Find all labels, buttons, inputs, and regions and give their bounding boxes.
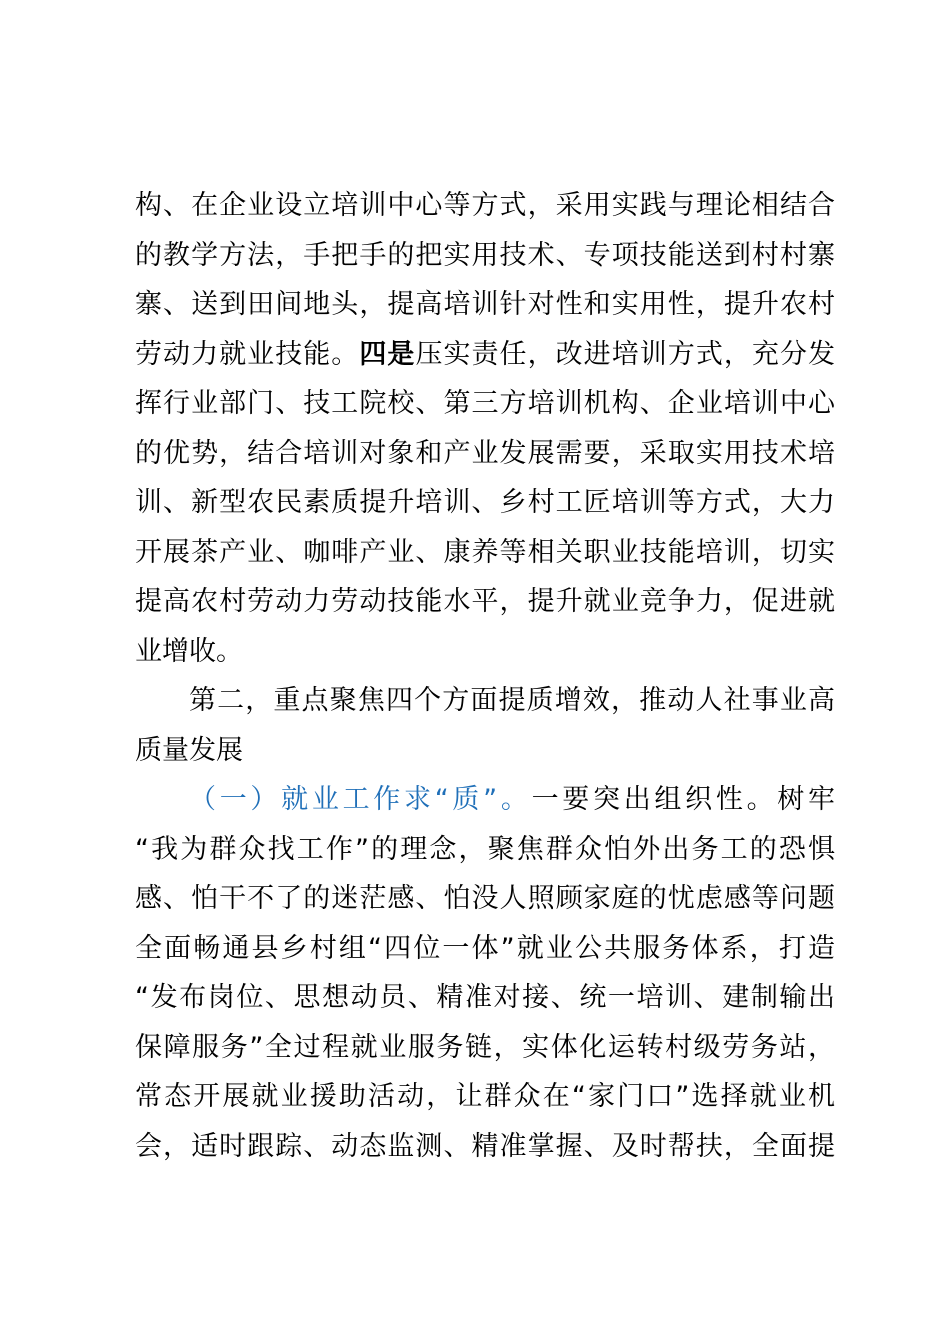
text-line: 会，适时跟踪、动态监测、精准掌握、及时帮扶，全面提 — [135, 1130, 835, 1162]
text-line — [135, 330, 835, 380]
body-text — [135, 181, 835, 1171]
text-line: 业增收。 — [135, 635, 243, 667]
text-segment: 压实责任，改进培训方式，充分发 — [415, 338, 835, 370]
text-segment: 一要突出组织性。树牢 — [531, 784, 835, 815]
section-two-title: 第二，重点聚焦四个方面提质增效，推动人社事业高 — [189, 685, 835, 716]
text-line: 提高农村劳动力劳动技能水平，提升就业竞争力，促进就 — [135, 586, 835, 617]
text-line: 开展茶产业、咖啡产业、康养等相关职业技能培训，切实 — [135, 536, 835, 568]
text-line: 寨、送到田间地头，提高培训针对性和实用性，提升农村 — [135, 289, 835, 320]
text-line: 保障服务”全过程就业服务链，实体化运转村级劳务站， — [135, 1031, 835, 1063]
text-line: 构、在企业设立培训中心等方式，采用实践与理论相结合 — [135, 190, 835, 221]
text-line: “发布岗位、思想动员、精准对接、统一培训、建制输出 — [135, 982, 835, 1013]
text-line: 常态开展就业援助活动，让群众在“家门口”选择就业机 — [135, 1081, 835, 1112]
text-line: 全面畅通县乡村组“四位一体”就业公共服务体系，打造 — [135, 932, 835, 964]
text-line: “我为群众找工作”的理念，聚焦群众怕外出务工的恐惧 — [135, 833, 835, 865]
text-line: 挥行业部门、技工院校、第三方培训机构、企业培训中心 — [135, 388, 835, 419]
text-line: 的教学方法，手把手的把实用技术、专项技能送到村村寨 — [135, 239, 835, 271]
text-line: 的优势，结合培训对象和产业发展需要，采取实用技术培 — [135, 437, 835, 469]
text-line: 训、新型农民素质提升培训、乡村工匠培训等方式，大力 — [135, 487, 835, 518]
subsection-heading: （一）就业工作求“质”。 — [189, 784, 532, 815]
text-line — [135, 775, 835, 825]
section-two-title-cont: 质量发展 — [135, 734, 243, 766]
bold-lead-four: 四是 — [359, 338, 416, 370]
text-segment: 劳动力就业技能。 — [135, 338, 360, 370]
text-line: 感、怕干不了的迷茫感、怕没人照顾家庭的忧虑感等问题 — [135, 883, 835, 914]
